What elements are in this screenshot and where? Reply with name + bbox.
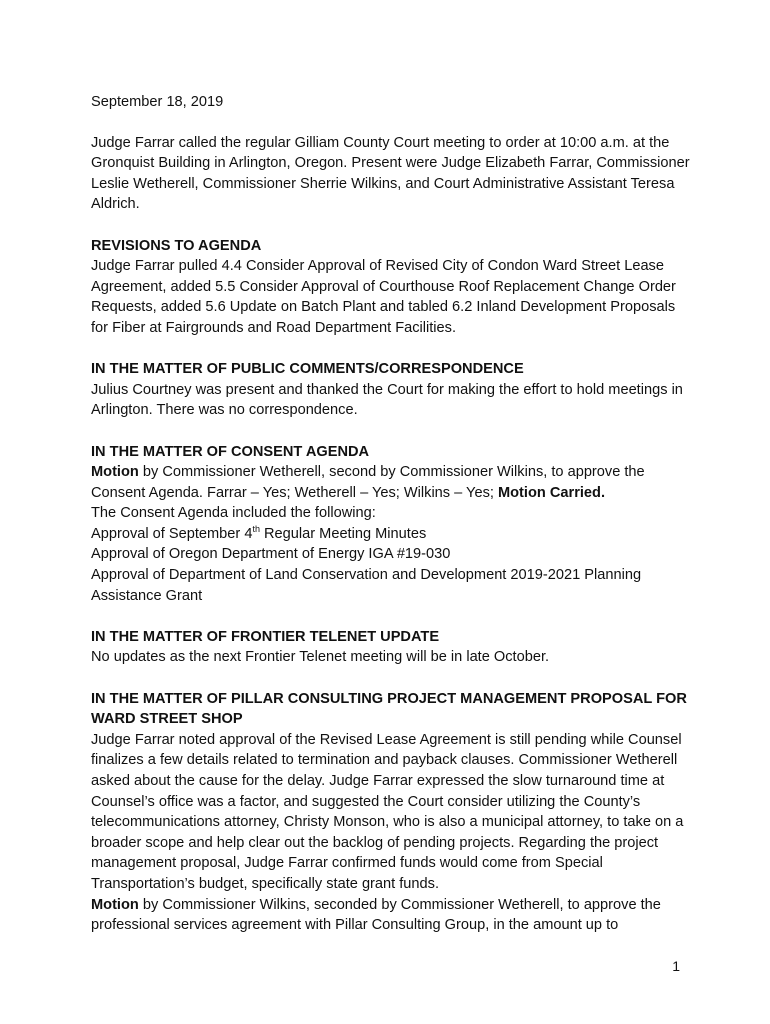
pillar-body: Judge Farrar noted approval of the Revised Lease Agreement is still pending while Counsel finalizes a few details related to termination and payback clauses. Commissioner Wetherell asked about the cause for the delay. Judge Farrar expressed the slow turnaround time at Counsel’s office was a factor, and suggested the Court consider utilizing the County’s telecommunications attorney, Christy Monson, who is also a municipal attorney, to take on a broader scope and help clear out the backlog of pending projects. Regarding the project management proposal, Judge Farrar confirmed funds would come from Special Transportation’s budget, specifically state grant funds. bbox=[91, 731, 684, 892]
public-comments-body: Julius Courtney was present and thanked the Court for making the effort to hold meetings in Arlington. There was no correspondence. bbox=[91, 381, 683, 419]
consent-item-3: Approval of Department of Land Conservation and Development 2019-2021 Planning Assistance Grant bbox=[91, 567, 642, 604]
spacer bbox=[91, 339, 691, 360]
consent-motion bbox=[91, 462, 691, 503]
consent-heading: IN THE MATTER OF CONSENT AGENDA bbox=[91, 443, 370, 460]
motion-carried: Motion Carried. bbox=[497, 484, 606, 501]
meeting-date: September 18, 2019 bbox=[91, 94, 224, 110]
motion-label: Motion bbox=[91, 896, 139, 913]
spacer bbox=[91, 421, 691, 442]
consent-item-2: Approval of Oregon Department of Energy IGA #19-030 bbox=[91, 546, 451, 563]
motion-label: Motion bbox=[91, 464, 139, 481]
document-page bbox=[91, 92, 691, 936]
spacer bbox=[91, 668, 691, 689]
frontier-body: No updates as the next Frontier Telenet meeting will be in late October. bbox=[91, 649, 550, 666]
ordinal-suffix: th bbox=[252, 524, 260, 535]
page-number: 1 bbox=[672, 958, 680, 974]
consent-item-1-text-end: Regular Meeting Minutes bbox=[259, 525, 427, 542]
frontier-heading: IN THE MATTER OF FRONTIER TELENET UPDATE bbox=[91, 628, 440, 645]
spacer bbox=[91, 606, 691, 627]
consent-included: The Consent Agenda included the following: bbox=[91, 505, 376, 522]
public-comments-heading: IN THE MATTER OF PUBLIC COMMENTS/CORRESPONDENCE bbox=[91, 361, 524, 378]
revisions-body: Judge Farrar pulled 4.4 Consider Approval of Revised City of Condon Ward Street Lease Agreement, added 5.5 Consider Approval of Courthouse Roof Replacement Change Order Requests, added 5.6 Update on Batch Plant and tabled 6.2 Inland Development Proposals for Fiber at Fairgrounds and Road Department Facilities. bbox=[91, 258, 676, 336]
spacer bbox=[91, 215, 691, 236]
consent-item-1 bbox=[91, 524, 691, 545]
intro-paragraph: Judge Farrar called the regular Gilliam County Court meeting to order at 10:00 a.m. at the Gronquist Building in Arlington, Oregon. Present were Judge Elizabeth Farrar, Commissioner Leslie Wetherell, Commissioner Sherrie Wilkins, and Court Administrative Assistant Teresa Aldrich. bbox=[91, 134, 690, 213]
consent-item-1-text: Approval of September 4 bbox=[91, 525, 253, 542]
revisions-heading: REVISIONS TO AGENDA bbox=[91, 237, 262, 254]
motion-text: by Commissioner Wetherell, second by Commissioner Wilkins, to approve the Consent Agenda. Farrar – Yes; Wetherell – Yes; Wilkins – Yes; bbox=[91, 464, 645, 501]
pillar-motion bbox=[91, 895, 691, 936]
motion-text: by Commissioner Wilkins, seconded by Commissioner Wetherell, to approve the professional services agreement with Pillar Consulting Group, in the amount up to bbox=[91, 896, 661, 934]
pillar-heading: IN THE MATTER OF PILLAR CONSULTING PROJECT MANAGEMENT PROPOSAL FOR WARD STREET SHOP bbox=[91, 690, 687, 728]
